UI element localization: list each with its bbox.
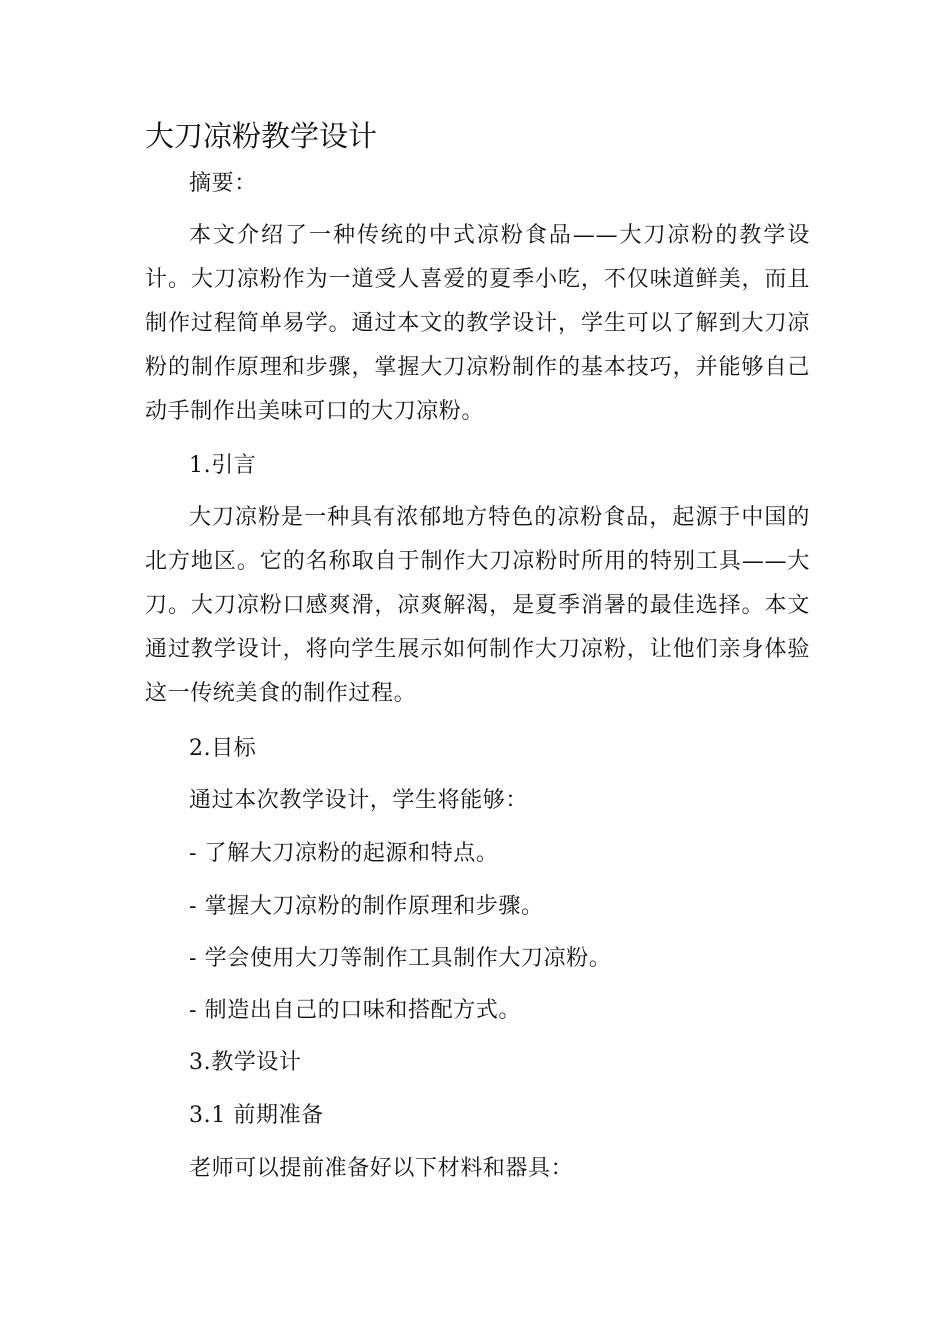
section-2-heading: 2.目标 xyxy=(189,736,257,761)
section-1-paragraph: 大刀凉粉是一种具有浓郁地方特色的凉粉食品，起源于中国的北方地区。它的名称取自于制作大刀凉粉时所用的特别工具——大刀。大刀凉粉口感爽滑，凉爽解渴，是夏季消暑的最佳选择。本文通过教学设计，将向学生展示如何制作大刀凉粉，让他们亲身体验这一传统美食的制作过程。 xyxy=(145,505,810,706)
section-3-1-paragraph: 老师可以提前准备好以下材料和器具： xyxy=(189,1156,574,1181)
document-title: 大刀凉粉教学设计 xyxy=(145,119,378,153)
abstract-paragraph: 本文介绍了一种传统的中式凉粉食品——大刀凉粉的教学设计。大刀凉粉作为一道受人喜爱的夏季小吃，不仅味道鲜美，而且制作过程简单易学。通过本文的教学设计，学生可以了解到大刀凉粉的制作原理和步骤，掌握大刀凉粉制作的基本技巧，并能够自己动手制作出美味可口的大刀凉粉。 xyxy=(145,223,810,424)
section-3-heading: 3.教学设计 xyxy=(189,1050,302,1075)
abstract-label: 摘要： xyxy=(189,171,257,196)
section-2-intro: 通过本次教学设计，学生将能够： xyxy=(189,788,529,813)
section-1-heading: 1.引言 xyxy=(189,453,257,478)
goal-list-item: - 掌握大刀凉粉的制作原理和步骤。 xyxy=(189,894,544,919)
goal-list-item: - 了解大刀凉粉的起源和特点。 xyxy=(189,841,499,866)
goal-list-item: - 制造出自己的口味和搭配方式。 xyxy=(189,998,522,1023)
section-3-1-heading: 3.1 前期准备 xyxy=(189,1103,324,1128)
goal-list-item: - 学会使用大刀等制作工具制作大刀凉粉。 xyxy=(189,946,612,971)
